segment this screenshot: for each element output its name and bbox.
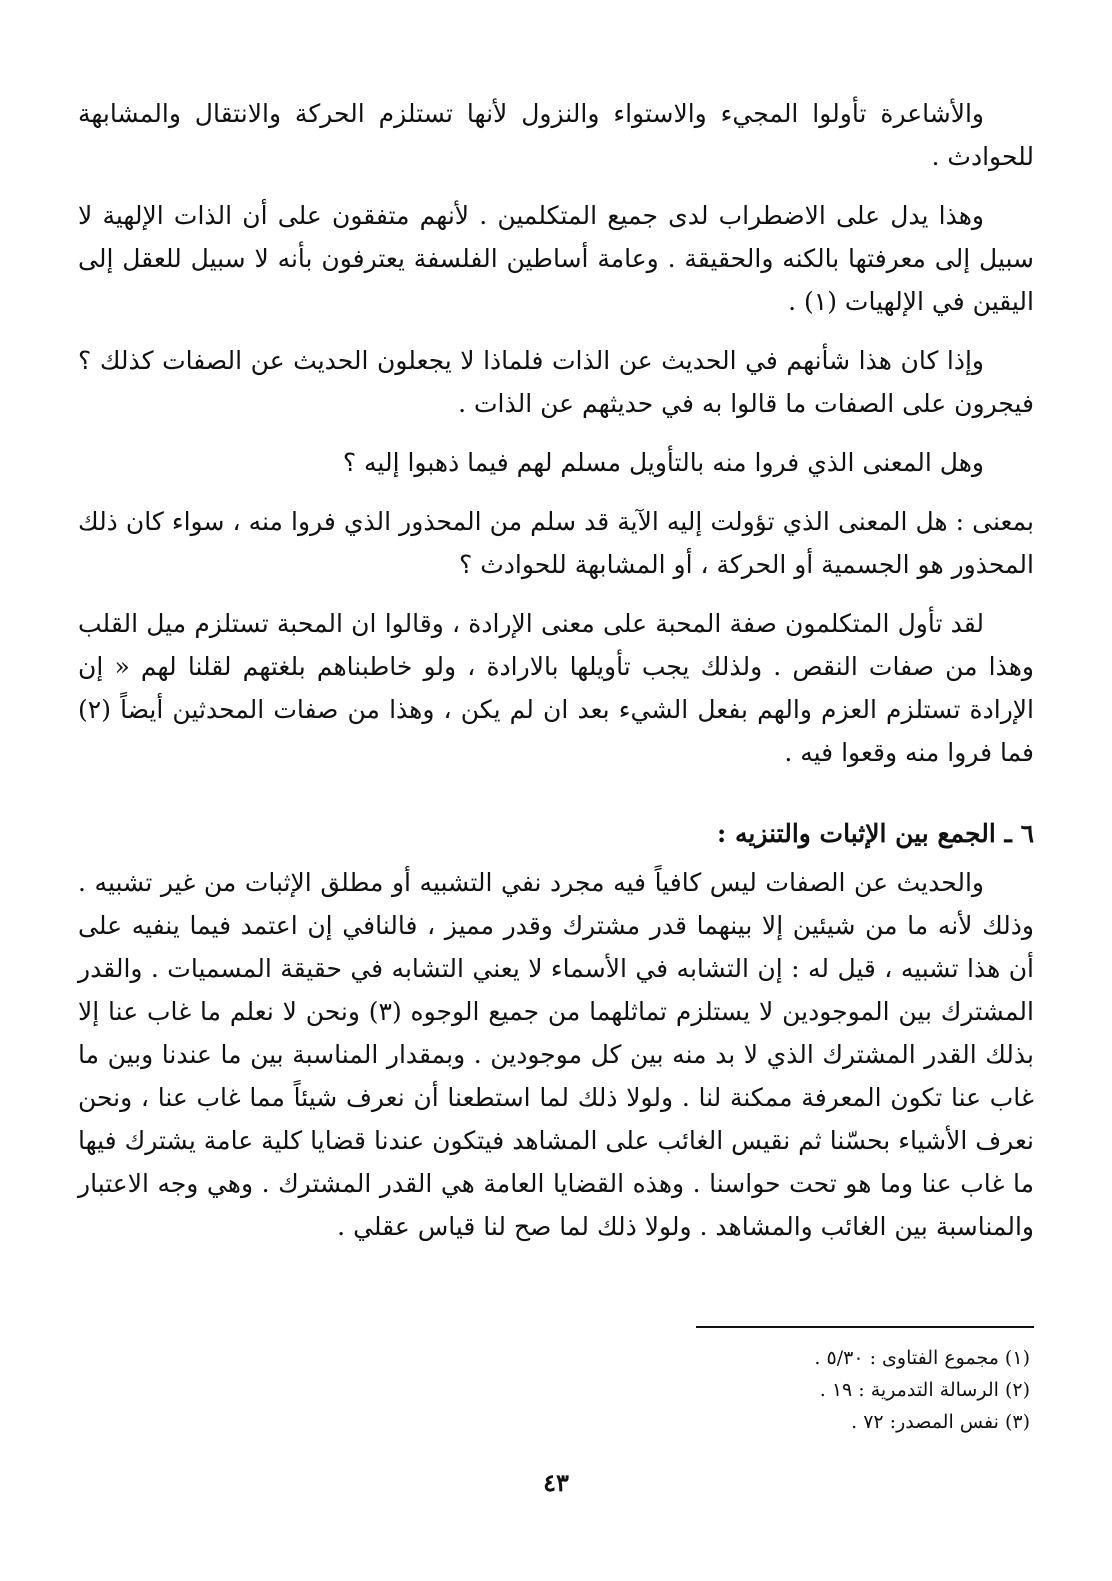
paragraph-meaning-question: وهل المعنى الذي فروا منه بالتأويل مسلم لهم فيما ذهبوا إليه ؟ xyxy=(342,448,984,477)
footnote-3: (٣) نفس المصدر: ٧٢ . xyxy=(851,1411,1030,1433)
footnote-divider xyxy=(696,1326,1034,1328)
section-paragraph: والحديث عن الصفات ليس كافياً فيه مجرد نفي التشبيه أو مطلق الإثبات من غير تشبيه . وذلك لأنه ما من شيئين إلا بينهما قدر مشترك وقدر مميز ، فالنافي إن اعتمد فيما ينفيه على أن هذا تشبيه ، قيل له : إن التشابه في الأسماء لا يعني التشابه في حقيقة المسميات . والقدر المشترك بين الموجودين لا يستلزم تماثلهما من جميع الوجوه (٣) ونحن لا نعلم ما غاب عنا إلا بذلك القدر المشترك الذي لا بد منه بين كل موجودين . وبمقدار المناسبة بين ما عندنا وبين ما غاب عنا تكون المعرفة ممكنة لنا . ولولا ذلك لما استطعنا أن نعرف شيئاً مما غاب عنا ، ونحن نعرف الأشياء بحسّنا ثم نقيس الغائب على المشاهد فيتكون عندنا قضايا كلية عامة يشترك فيها ما غاب عنا وما هو تحت حواسنا . وهذه القضايا العامة هي القدر المشترك . وهي وجه الاعتبار والمناسبة بين الغائب والمشاهد . ولولا ذلك لما صح لنا قياس عقلي . xyxy=(78,868,1034,1241)
page-body xyxy=(78,92,1034,1264)
paragraph-meaning-clarification: بمعنى : هل المعنى الذي تؤولت إليه الآية قد سلم من المحذور الذي فروا منه ، سواء كان ذلك المحذور هو الجسمية أو الحركة ، أو المشابهة للحوادث ؟ xyxy=(78,507,1034,579)
footnotes xyxy=(530,1342,1030,1438)
footnote-2: (٢) الرسالة التدمرية : ١٩ . xyxy=(819,1379,1030,1401)
paragraph-confusion: وهذا يدل على الاضطراب لدى جميع المتكلمين . لأنهم متفقون على أن الذات الإلهية لا سبيل إلى معرفتها بالكنه والحقيقة . وعامة أساطين الفلسفة يعترفون بأنه لا سبيل للعقل إلى اليقين في الإلهيات (١) . xyxy=(78,201,1034,316)
page-number: ٤٣ xyxy=(543,1468,569,1497)
paragraph-attributes-question: وإذا كان هذا شأنهم في الحديث عن الذات فلماذا لا يجعلون الحديث عن الصفات كذلك ؟ فيجرون على الصفات ما قالوا به في حديثهم عن الذات . xyxy=(78,346,1034,418)
paragraph-ashaira: والأشاعرة تأولوا المجيء والاستواء والنزول لأنها تستلزم الحركة والانتقال والمشابهة للحوادث . xyxy=(78,99,1034,171)
footnote-1: (١) مجموع الفتاوى : ٥/٣٠ . xyxy=(814,1347,1030,1369)
paragraph-love-will: لقد تأول المتكلمون صفة المحبة على معنى الإرادة ، وقالوا ان المحبة تستلزم ميل القلب وهذا من صفات النقص . ولذلك يجب تأويلها بالارادة ، ولو خاطبناهم بلغتهم لقلنا لهم « إن الإرادة تستلزم العزم والهم بفعل الشيء بعد ان لم يكن ، وهذا من صفات المحدثين أيضاً (٢) فما فروا منه وقعوا فيه . xyxy=(78,609,1034,767)
section-heading: ٦ ـ الجمع بين الإثبات والتنزيه : xyxy=(717,819,1034,848)
